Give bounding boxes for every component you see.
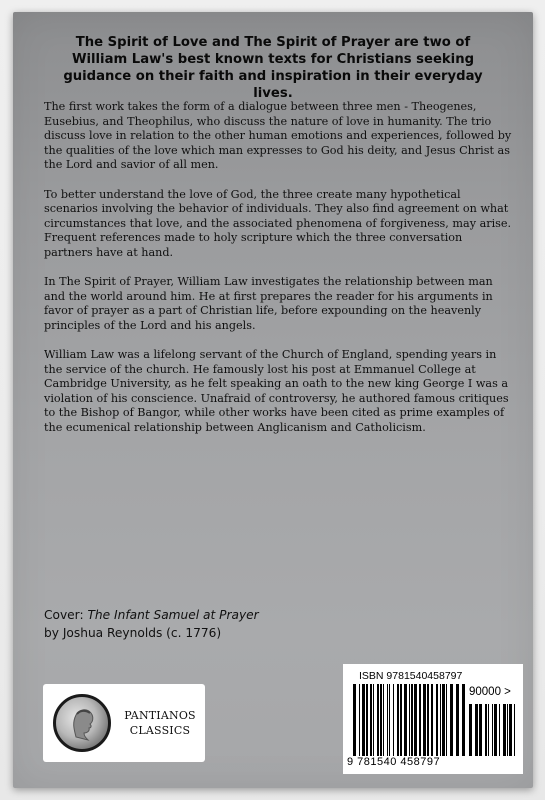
- barcode-bar: [359, 684, 360, 756]
- barcode-bar: [370, 684, 372, 756]
- barcode-bar: [494, 704, 497, 756]
- barcode-bar: [446, 684, 447, 756]
- barcode-bar: [409, 684, 410, 756]
- addon-barcode-bars: [469, 704, 515, 756]
- barcode-bar: [488, 704, 489, 756]
- blurb-paragraph: The first work takes the form of a dialogue between three men - Theogenes, Eusebius, and Theophilus, who discuss the nature of love in humanity. The trio discuss love in relation to the other human emotions and experiences, followed by the qualities of the love which man expresses to God his deity, and Jesus Christ as the Lord and savior of all men.: [44, 100, 512, 172]
- barcode-bars: [353, 684, 465, 756]
- barcode-bar: [507, 704, 508, 756]
- cover-credit: [44, 606, 344, 642]
- isbn-label: ISBN 9781540458797: [359, 670, 463, 682]
- barcode-bar: [427, 684, 429, 756]
- barcode-bar: [383, 684, 384, 756]
- barcode-bar: [373, 684, 374, 756]
- publisher-name-line1: PANTIANOS: [124, 709, 196, 722]
- barcode-bar: [419, 684, 421, 756]
- blurb-headline: The Spirit of Love and The Spirit of Prayer are two of William Law's best known texts for Christians seeking guidance on their faith and inspiration in their everyday lives.: [63, 35, 483, 101]
- barcode-bar: [366, 684, 368, 756]
- publisher-name: [119, 708, 201, 738]
- barcode-bar: [411, 684, 413, 756]
- barcode-bar: [479, 704, 482, 756]
- cover-credit-title: The Infant Samuel at Prayer: [87, 608, 259, 622]
- barcode-bar: [436, 684, 438, 756]
- cover-credit-byline: by Joshua Reynolds (c. 1776): [44, 626, 222, 640]
- barcode-bar: [397, 684, 399, 756]
- cover-credit-line1: [44, 606, 344, 624]
- cover-credit-prefix: Cover:: [44, 608, 88, 622]
- barcode-bar: [414, 684, 417, 756]
- isbn-barcode: [343, 664, 523, 774]
- blurb-paragraph: William Law was a lifelong servant of the Church of England, spending years in the service of the church. He famously lost his post at Emmanuel College at Cambridge University, as he felt speaking an oath to the new king George I was a violation of his conscience. Unafraid of controversy, he authored famous critiques to the Bishop of Bangor, while other works have been cited as prime examples of the ecumenical relationship between Anglicanism and Catholicism.: [44, 348, 509, 435]
- barcode-bar: [404, 684, 407, 756]
- book-back-cover: [13, 12, 533, 788]
- barcode-bar: [431, 684, 433, 756]
- barcode-bar: [492, 704, 493, 756]
- publisher-name-line2: CLASSICS: [129, 724, 191, 737]
- barcode-bar: [362, 684, 365, 756]
- coin-portrait-icon-svg: [56, 697, 108, 749]
- barcode-bar: [380, 684, 382, 756]
- barcode-bar: [423, 684, 426, 756]
- barcode-bar: [475, 704, 478, 756]
- barcode-bar: [450, 684, 453, 756]
- barcode-bar: [514, 704, 515, 756]
- barcode-bar: [440, 684, 441, 756]
- barcode-bar: [442, 684, 445, 756]
- barcode-bar: [400, 684, 402, 756]
- barcode-bar: [393, 684, 394, 756]
- barcode-bar: [456, 684, 459, 756]
- coin-portrait-icon: [53, 694, 111, 752]
- blurb-body: [44, 100, 512, 450]
- barcode-bar: [485, 704, 487, 756]
- barcode-bar: [499, 704, 500, 756]
- blurb-paragraph: In The Spirit of Prayer, William Law investigates the relationship between man and the world around him. He at first prepares the reader for his arguments in favor of prayer as a part of Christian life, before expounding on the heavenly principles of the Lord and his angels.: [44, 275, 493, 332]
- barcode-bar: [503, 704, 506, 756]
- barcode-bar: [377, 684, 379, 756]
- publisher-logo: [43, 684, 205, 762]
- barcode-bar: [509, 704, 512, 756]
- barcode-digits: 9 781540 458797: [347, 756, 441, 768]
- barcode-bar: [387, 684, 388, 756]
- barcode-bar: [462, 684, 465, 756]
- price-code: 90000 >: [469, 686, 511, 698]
- blurb-paragraph: To better understand the love of God, the three create many hypothetical scenarios involving the behavior of individuals. They also find agreement on what circumstances that love, and the associated phenomena of forgiveness, may arise. Frequent references made to holy scripture which the three conversation partners have at hand.: [44, 187, 512, 259]
- barcode-bar: [389, 684, 390, 756]
- barcode-bar: [353, 684, 356, 756]
- barcode-bar: [469, 704, 472, 756]
